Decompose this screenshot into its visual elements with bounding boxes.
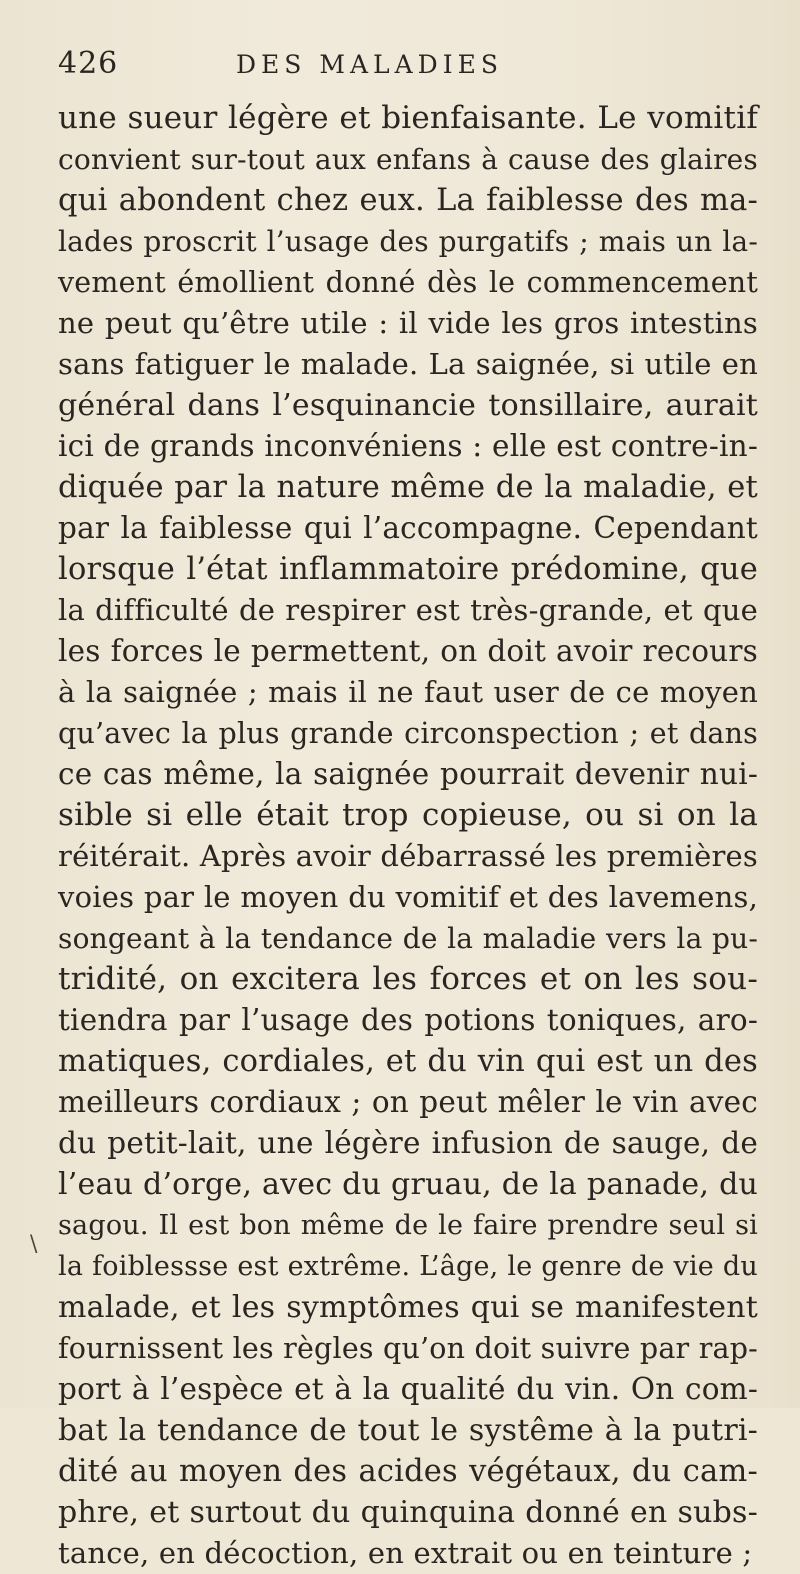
text-line: qu’avec la plus grande circonspection ; et dans xyxy=(58,717,758,750)
text-line: convient sur-tout aux enfans à cause des glaires xyxy=(58,143,758,176)
text-line: la difficulté de respirer est très-grande, et que xyxy=(58,593,758,627)
body-text xyxy=(58,98,758,1574)
text-line: les forces le permettent, on doit avoir recours xyxy=(58,634,758,668)
text-line: fournissent les règles qu’on doit suivre par rap- xyxy=(58,1332,758,1365)
text-line: vement émollient donné dès le commencement xyxy=(58,266,758,299)
text-line: réitérait. Après avoir débarrassé les premières xyxy=(58,839,758,873)
page-number: 426 xyxy=(58,46,119,81)
text-line: la foiblessse est extrême. L’âge, le genre de vie du xyxy=(58,1251,758,1282)
text-line: par la faiblesse qui l’accompagne. Cependant xyxy=(58,511,758,545)
text-line: port à l’espèce et à la qualité du vin. On com- xyxy=(58,1372,758,1406)
text-line: voies par le moyen du vomitif et des lavemens, xyxy=(58,880,758,914)
text-line: lades proscrit l’usage des purgatifs ; mais un la- xyxy=(58,225,758,258)
text-line: général dans l’esquinancie tonsillaire, aurait xyxy=(58,388,758,423)
text-line: qui abondent chez eux. La faiblesse des ma- xyxy=(58,183,758,218)
text-line: tridité, on excitera les forces et on les sou- xyxy=(58,961,758,997)
text-line: dité au moyen des acides végétaux, du cam- xyxy=(58,1454,758,1489)
text-line: tance, en décoction, en extrait ou en teinture ; xyxy=(58,1536,753,1570)
text-line: sans fatiguer le malade. La saignée, si utile en xyxy=(58,347,758,381)
text-line: bat la tendance de tout le systême à la putri- xyxy=(58,1413,758,1448)
text-line: meilleurs cordiaux ; on peut mêler le vin avec xyxy=(58,1085,758,1119)
text-line: tiendra par l’usage des potions toniques, aro- xyxy=(58,1003,758,1037)
text-line: phre, et surtout du quinquina donné en subs- xyxy=(58,1495,758,1530)
running-head: DES MALADIES xyxy=(236,50,503,79)
text-line: sagou. Il est bon même de le faire prendre seul si xyxy=(58,1210,758,1241)
text-line: ici de grands inconvéniens : elle est contre-in- xyxy=(58,429,758,463)
text-line: du petit-lait, une légère infusion de sauge, de xyxy=(58,1126,758,1160)
margin-mark: \ xyxy=(30,1232,38,1257)
text-line: une sueur légère et bienfaisante. Le vomitif xyxy=(58,100,758,136)
text-line: ce cas même, la saignée pourrait devenir nui- xyxy=(58,757,758,791)
text-line: songeant à la tendance de la maladie vers la pu- xyxy=(58,922,758,955)
text-line: matiques, cordiales, et du vin qui est un des xyxy=(58,1044,758,1079)
text-line: sible si elle était trop copieuse, ou si on la xyxy=(58,797,758,833)
text-line: à la saignée ; mais il ne faut user de ce moyen xyxy=(58,675,758,709)
text-line: l’eau d’orge, avec du gruau, de la panade, du xyxy=(58,1167,758,1202)
page-header xyxy=(58,42,758,86)
text-line: malade, et les symptômes qui se manifestent xyxy=(58,1290,758,1325)
text-line: lorsque l’état inflammatoire prédomine, que xyxy=(58,552,758,587)
text-line: ne peut qu’être utile : il vide les gros intestins xyxy=(58,306,758,340)
text-line: diquée par la nature même de la maladie, et xyxy=(58,470,758,505)
